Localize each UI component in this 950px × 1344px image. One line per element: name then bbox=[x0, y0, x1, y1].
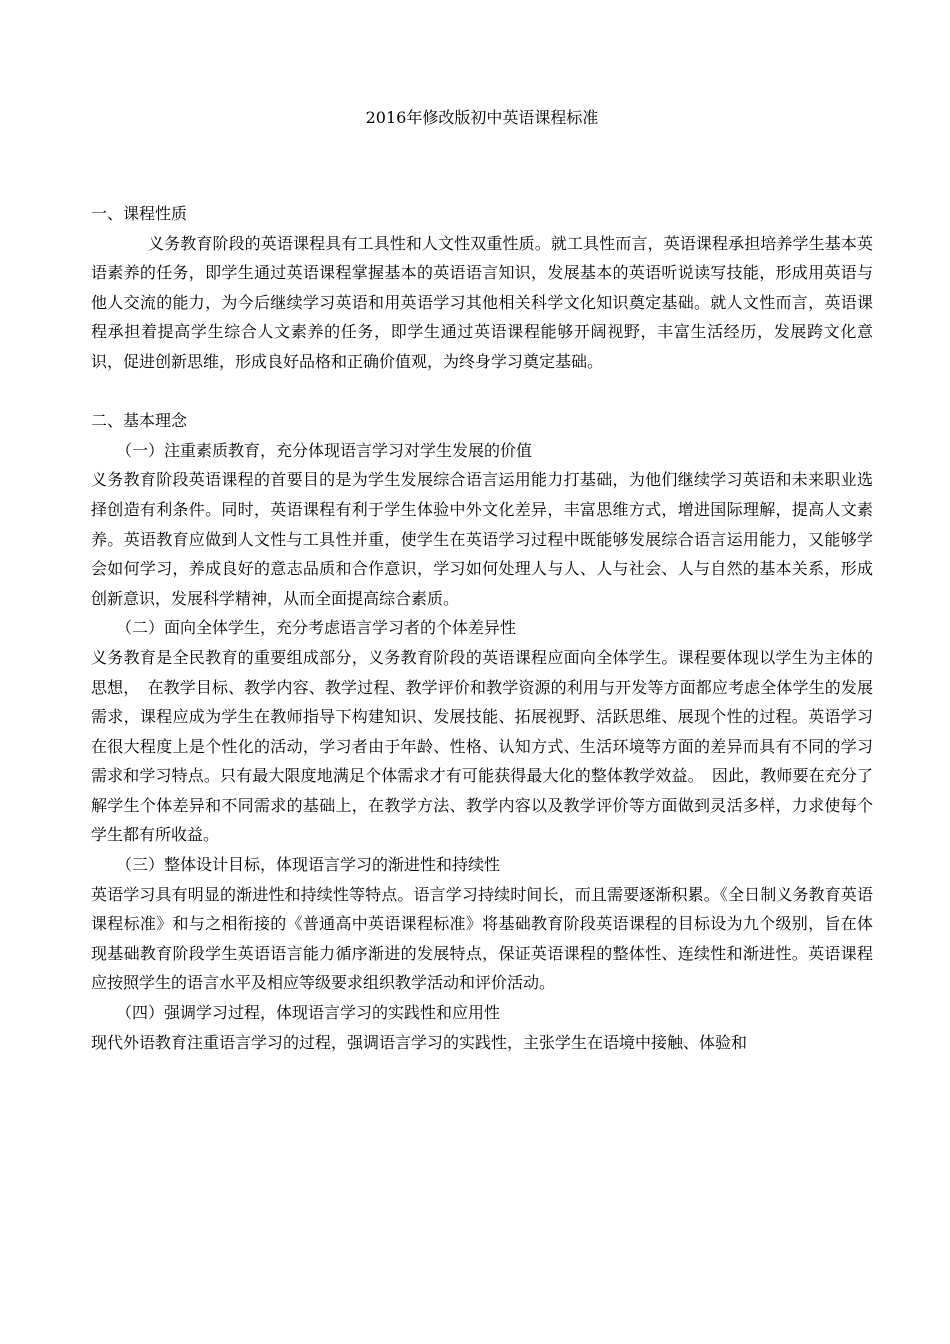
document-body bbox=[91, 199, 873, 1057]
paragraph-sub4: 现代外语教育注重语言学习的过程，强调语言学习的实践性，主张学生在语境中接触、体验和 bbox=[91, 1032, 748, 1052]
spacer bbox=[91, 377, 873, 407]
paragraph-sub1: 义务教育阶段英语课程的首要目的是为学生发展综合语言运用能力打基础，为他们继续学习英语和未来职业选择创造有利条件。同时，英语课程有利于学生体验中外文化差异，丰富思维方式，增进国际理解，提高人文素养。英语教育应做到人文性与工具性并重，使学生在英语学习过程中既能够发展综合语言运用能力，又能够学会如何学习，养成良好的意志品质和合作意识，学习如何处理人与人、人与社会、人与自然的基本关系，形成创新意识，发展科学精神，从而全面提高综合素质。 bbox=[91, 470, 873, 608]
subsection-heading-3: （三）整体设计目标，体现语言学习的渐进性和持续性 bbox=[116, 855, 501, 875]
paragraph-sub3: 英语学习具有明显的渐进性和持续性等特点。语言学习持续时间长，而且需要逐渐积累。《全日制义务教育英语课程标准》和与之相衔接的《普通高中英语课程标准》将基础教育阶段英语课程的目标设为九个级别，旨在体现基础教育阶段学生英语语言能力循序渐进的发展特点，保证英语课程的整体性、连续性和渐进性。英语课程应按照学生的语言水平及相应等级要求组织教学活动和评价活动。 bbox=[91, 884, 873, 993]
paragraph-sub2: 义务教育是全民教育的重要组成部分，义务教育阶段的英语课程应面向全体学生。课程要体现以学生为主体的思想， 在教学目标、教学内容、教学过程、教学评价和教学资源的利用与开发等方面都应考虑全体学生的发展需求，课程应成为学生在教师指导下构建知识、发展技能、拓展视野、活跃思维、展现个性的过程。英语学习在很大程度上是个性化的活动，学习者由于年龄、性格、认知方式、生活环境等方面的差异而具有不同的学习需求和学习特点。只有最大限度地满足个体需求才有可能获得最大化的整体教学效益。 因此，教师要在充分了解学生个体差异和不同需求的基础上，在教学方法、教学内容以及教学评价等方面做到灵活多样，力求使每个学生都有所收益。 bbox=[91, 647, 873, 845]
subsection-heading-1: （一）注重素质教育，充分体现语言学习对学生发展的价值 bbox=[116, 440, 533, 460]
document-title: 2016年修改版初中英语课程标准 bbox=[365, 108, 599, 127]
subsection-heading-2: （二）面向全体学生，充分考虑语言学习者的个体差异性 bbox=[116, 618, 517, 638]
subsection-heading-4: （四）强调学习过程，体现语言学习的实践性和应用性 bbox=[116, 1003, 501, 1023]
section-heading-principles: 二、基本理念 bbox=[91, 411, 188, 431]
section-heading-nature: 一、课程性质 bbox=[91, 204, 188, 223]
paragraph-nature: 义务教育阶段的英语课程具有工具性和人文性双重性质。就工具性而言，英语课程承担培养学生基本英语素养的任务，即学生通过英语课程掌握基本的英语语言知识，发展基本的英语听说读写技能，形成用英语与他人交流的能力，为今后继续学习英语和用英语学习其他相关科学文化知识奠定基础。就人文性而言，英语课程承担着提高学生综合人文素养的任务，即学生通过英语课程能够开阔视野，丰富生活经历，发展跨文化意识，促进创新思维，形成良好品格和正确价值观，为终身学习奠定基础。 bbox=[91, 233, 873, 371]
